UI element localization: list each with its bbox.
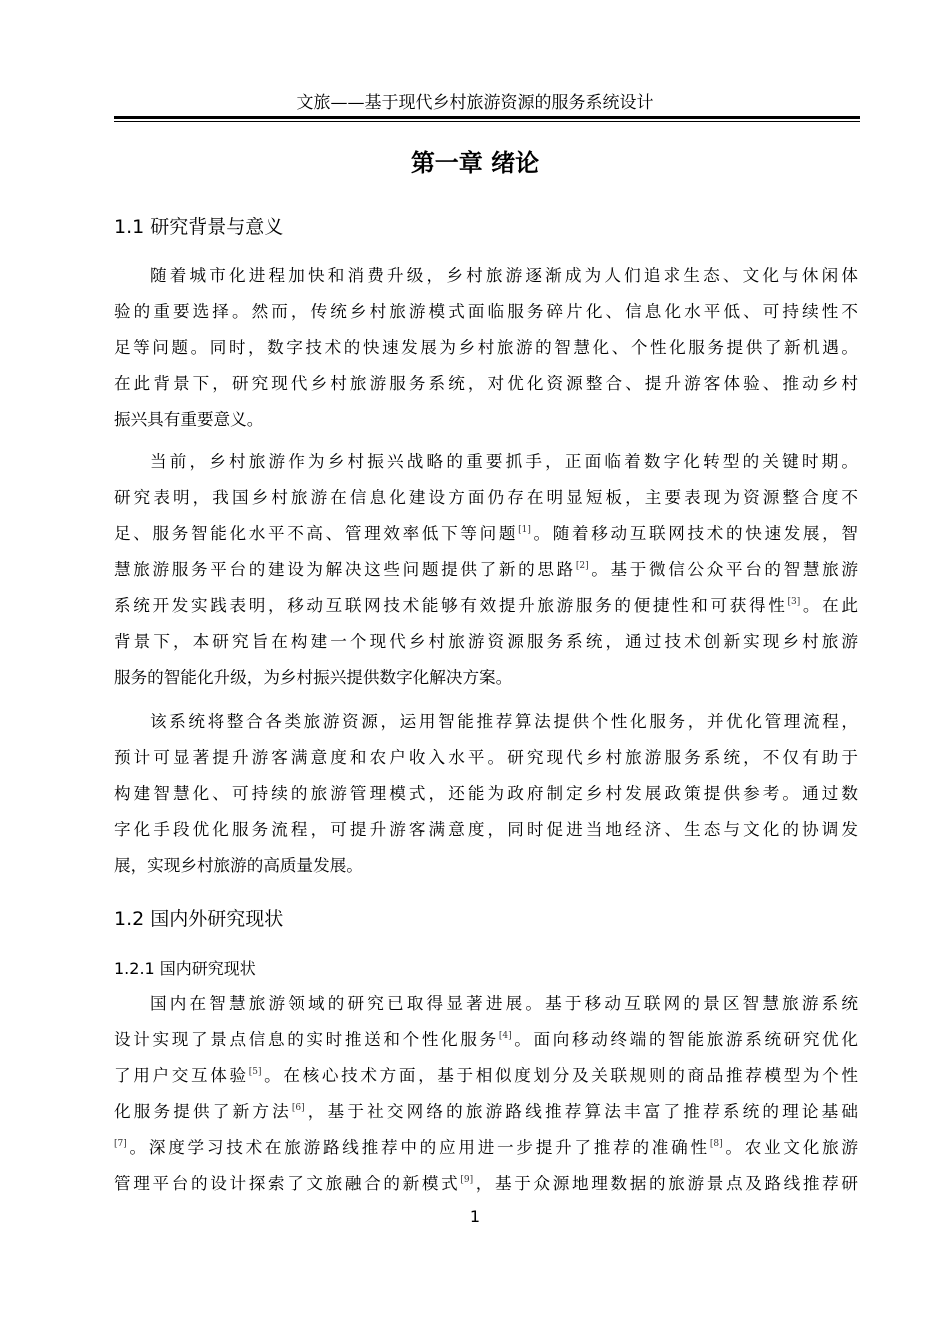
text-line: 国内在智慧旅游领域的研究已取得显著进展。基于移动互联网的景区智慧旅游系统: [150, 994, 858, 1013]
subsection-heading-1-2-1: 1.2.1 国内研究现状: [114, 959, 256, 978]
text-line: 足等问题。同时，数字技术的快速发展为乡村旅游的智慧化、个性化服务提供了新机遇。: [114, 338, 858, 357]
paragraph-background-1: [114, 258, 858, 438]
text-line: 构建智慧化、可持续的旅游管理模式，还能为政府制定乡村发展政策提供参考。通过数: [114, 784, 858, 803]
text-segment: 。在此: [800, 596, 859, 615]
citation-ref: [5]: [248, 1067, 262, 1077]
header-rule-thin: [114, 121, 860, 122]
text-line: 在此背景下，研究现代乡村旅游服务系统，对优化资源整合、提升游客体验、推动乡村: [114, 374, 858, 393]
running-header: 文旅——基于现代乡村旅游资源的服务系统设计: [296, 93, 654, 113]
text-segment: 管理平台的设计探索了文旅融合的新模式: [114, 1174, 461, 1193]
text-line: 该系统将整合各类旅游资源，运用智能推荐算法提供个性化服务，并优化管理流程，: [150, 712, 858, 731]
section-heading-1-2: 1.2 国内外研究现状: [114, 908, 284, 930]
text-segment: 足、服务智能化水平不高、管理效率低下等问题: [114, 524, 519, 543]
citation-ref: [4]: [498, 1031, 512, 1041]
text-segment: 。深度学习技术在旅游路线推荐中的应用进一步提升了推荐的准确性: [126, 1138, 710, 1157]
text-line: [114, 516, 858, 552]
text-line: 振兴具有重要意义。: [114, 410, 264, 429]
text-line: 当前，乡村旅游作为乡村振兴战略的重要抓手，正面临着数字化转型的关键时期。: [150, 452, 858, 471]
text-segment: 化服务提供了新方法: [114, 1102, 292, 1121]
section-heading-1-1: 1.1 研究背景与意义: [114, 216, 284, 238]
text-segment: ，基于社交网络的旅游路线推荐算法丰富了推荐系统的理论基础: [304, 1102, 859, 1121]
text-line: [114, 588, 858, 624]
text-segment: 系统开发实践表明，移动互联网技术能够有效提升旅游服务的便捷性和可获得性: [114, 596, 788, 615]
text-line: 展，实现乡村旅游的高质量发展。: [114, 856, 363, 875]
text-line: 验的重要选择。然而，传统乡村旅游模式面临服务碎片化、信息化水平低、可持续性不: [114, 302, 858, 321]
citation-ref: [7]: [114, 1139, 127, 1149]
page-number: 1: [469, 1207, 481, 1226]
citation-ref: [2]: [575, 561, 589, 571]
text-line: 服务的智能化升级，为乡村振兴提供数字化解决方案。: [114, 668, 513, 687]
paragraph-background-3: [114, 704, 858, 884]
text-segment: 了用户交互体验: [114, 1066, 249, 1085]
text-line: [114, 552, 858, 588]
text-line: [114, 1130, 858, 1166]
text-segment: ，基于众源地理数据的旅游景点及路线推荐研: [473, 1174, 859, 1193]
paragraph-domestic-research: [114, 986, 858, 1202]
citation-ref: [8]: [709, 1139, 723, 1149]
text-segment: 慧旅游服务平台的建设为解决这些问题提供了新的思路: [114, 560, 576, 579]
paragraph-background-2: [114, 444, 858, 696]
text-segment: 设计实现了景点信息的实时推送和个性化服务: [114, 1030, 499, 1049]
text-line: [114, 1058, 858, 1094]
text-line: 研究表明，我国乡村旅游在信息化建设方面仍存在明显短板，主要表现为资源整合度不: [114, 488, 858, 507]
chapter-title: 第一章 绪论: [410, 149, 540, 177]
text-segment: 。随着移动互联网技术的快速发展，智: [530, 524, 859, 543]
citation-ref: [1]: [518, 525, 531, 535]
text-line: 随着城市化进程加快和消费升级，乡村旅游逐渐成为人们追求生态、文化与休闲体: [150, 266, 858, 285]
text-segment: 。基于微信公众平台的智慧旅游: [588, 560, 859, 579]
citation-ref: [6]: [291, 1103, 305, 1113]
text-segment: 。农业文化旅游: [722, 1138, 859, 1157]
citation-ref: [3]: [787, 597, 801, 607]
header-rule-thick: [114, 116, 860, 119]
text-line: 背景下，本研究旨在构建一个现代乡村旅游资源服务系统，通过技术创新实现乡村旅游: [114, 632, 858, 651]
text-segment: 。面向移动终端的智能旅游系统研究优化: [511, 1030, 859, 1049]
text-line: 字化手段优化服务流程，可提升游客满意度，同时促进当地经济、生态与文化的协调发: [114, 820, 858, 839]
text-line: [114, 1094, 858, 1130]
text-line: [114, 1022, 858, 1058]
text-segment: 。在核心技术方面，基于相似度划分及关联规则的商品推荐模型为个性: [261, 1066, 859, 1085]
text-line: 预计可显著提升游客满意度和农户收入水平。研究现代乡村旅游服务系统，不仅有助于: [114, 748, 858, 767]
text-line: [114, 1166, 858, 1202]
citation-ref: [9]: [460, 1175, 474, 1185]
